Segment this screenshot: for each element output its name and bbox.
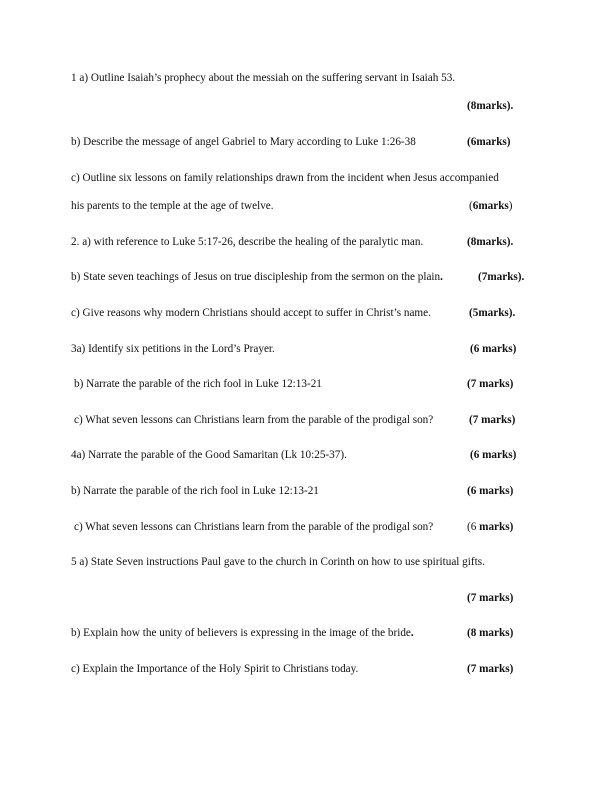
question-4c-marks xyxy=(467,520,513,534)
question-1b: b) Describe the message of angel Gabriel to Mary according to Luke 1:26-38 xyxy=(71,136,416,148)
question-5b-marks: (8 marks) xyxy=(467,627,514,639)
question-1c-line1: c) Outline six lessons on family relationships drawn from the incident when Jesus accompanied xyxy=(71,172,499,184)
marks-close-paren: ) xyxy=(508,200,513,212)
question-4a-marks: (6 marks) xyxy=(470,449,517,461)
question-5a-marks: (7 marks) xyxy=(467,592,514,604)
question-5c-marks: (7 marks) xyxy=(467,663,514,675)
marks-value: 6marks xyxy=(472,200,509,212)
marks-value: marks) xyxy=(479,521,514,533)
question-5b-text: b) Explain how the unity of believers is expressing in the image of the bride xyxy=(71,627,411,639)
question-3a: 3a) Identify six petitions in the Lord’s Prayer. xyxy=(71,343,275,355)
question-3c: c) What seven lessons can Christians learn from the parable of the prodigal son? xyxy=(74,414,434,426)
marks-open-paren: ( xyxy=(469,200,473,212)
question-1a: 1 a) Outline Isaiah’s prophecy about the messiah on the suffering servant in Isaiah 53. xyxy=(71,72,456,84)
question-3c-marks: (7 marks) xyxy=(469,414,516,426)
question-3b: b) Narrate the parable of the rich fool in Luke 12:13-21 xyxy=(74,378,322,390)
question-2a-marks: (8marks). xyxy=(467,236,514,248)
question-5a: 5 a) State Seven instructions Paul gave to the church in Corinth on how to use spiritual gifts. xyxy=(71,556,485,568)
question-1b-marks: (6marks) xyxy=(467,136,511,148)
question-5b xyxy=(71,626,414,640)
question-2b-dot: . xyxy=(440,271,443,283)
question-1c-marks xyxy=(469,199,513,213)
question-3a-marks: (6 marks) xyxy=(470,343,517,355)
question-4b: b) Narrate the parable of the rich fool in Luke 12:13-21 xyxy=(71,485,319,497)
question-4c: c) What seven lessons can Christians learn from the parable of the prodigal son? xyxy=(74,521,434,533)
marks-prefix: (6 xyxy=(467,521,480,533)
question-2c: c) Give reasons why modern Christians should accept to suffer in Christ’s name. xyxy=(71,307,431,319)
question-4b-marks: (6 marks) xyxy=(467,485,514,497)
question-5c: c) Explain the Importance of the Holy Spirit to Christians today. xyxy=(71,663,359,675)
question-3b-marks: (7 marks) xyxy=(467,378,514,390)
question-2b-marks: (7marks). xyxy=(478,271,525,283)
question-1a-marks: (8marks). xyxy=(467,100,514,112)
question-2b-text: b) State seven teachings of Jesus on true discipleship from the sermon on the plain xyxy=(71,271,441,283)
question-2b xyxy=(71,270,443,284)
question-2c-marks: (5marks). xyxy=(469,307,516,319)
question-1c-line2: his parents to the temple at the age of twelve. xyxy=(71,200,274,212)
question-5b-dot: . xyxy=(410,627,414,639)
question-4a: 4a) Narrate the parable of the Good Samaritan (Lk 10:25-37). xyxy=(71,449,347,461)
question-2a: 2. a) with reference to Luke 5:17-26, describe the healing of the paralytic man. xyxy=(71,236,424,248)
